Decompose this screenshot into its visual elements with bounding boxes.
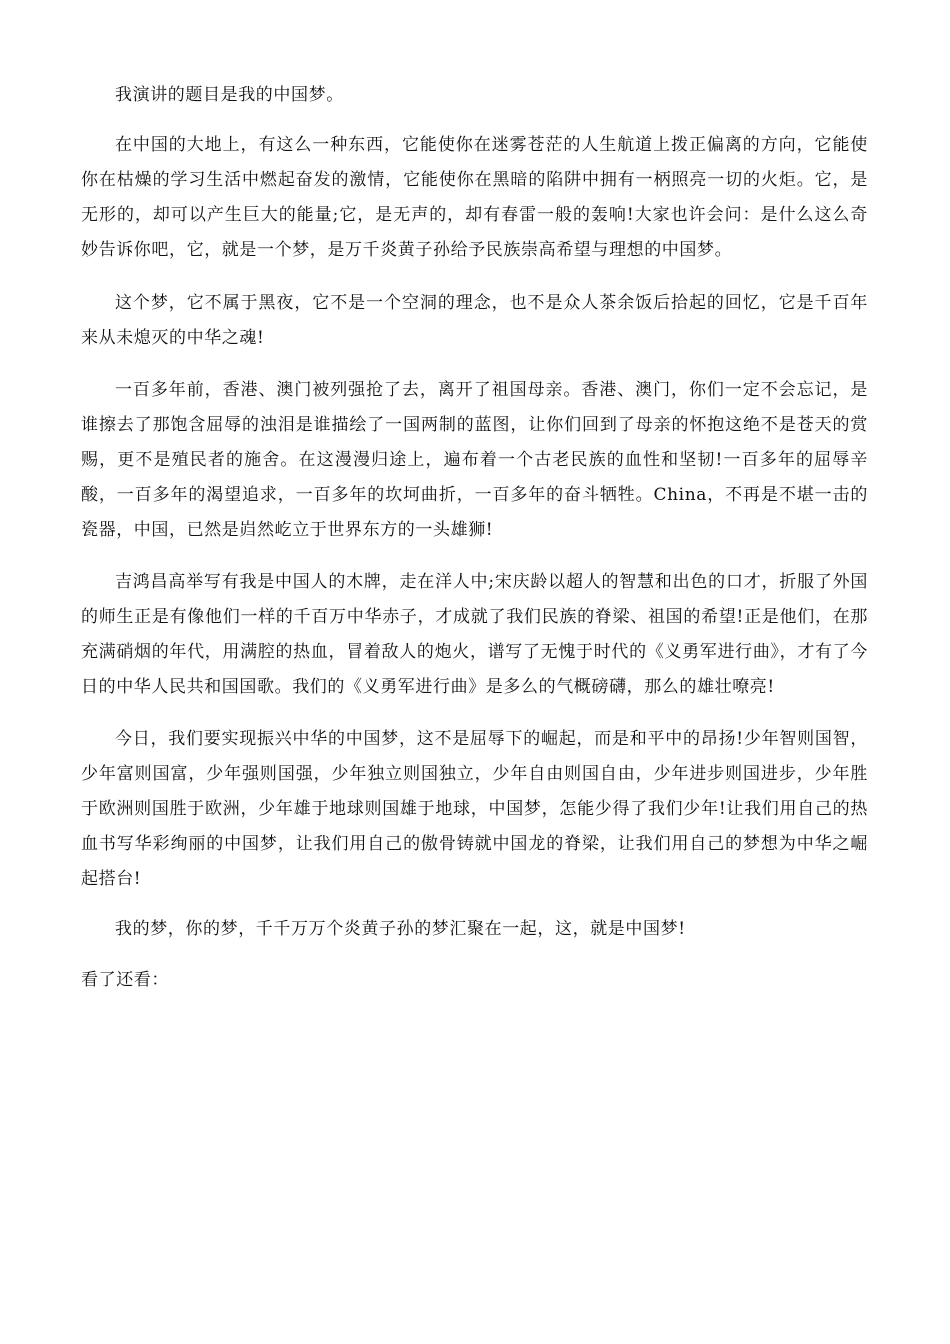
paragraph-youth: 今日，我们要实现振兴中华的中国梦，这不是屈辱下的崛起，而是和平中的昂扬!少年智则国智，少年富则国富，少年强则国强，少年独立则国独立，少年自由则国自由，少年进步则国进步，少年胜于欧洲则国胜于欧洲，少年雄于地球则国雄于地球，中国梦，怎能少得了我们少年!让我们用自己的热血书写华彩绚丽的中国梦，让我们用自己的傲骨铸就中国龙的脊梁，让我们用自己的梦想为中华之崛起搭台! [81,729,868,889]
paragraph-heroes: 吉鸿昌高举写有我是中国人的木牌，走在洋人中;宋庆龄以超人的智慧和出色的口才，折服了外国的师生正是有像他们一样的千百万中华赤子，才成就了我们民族的脊梁、祖国的希望!正是他们，在那充满硝烟的年代，用满腔的热血，冒着敌人的炮火，谱写了无愧于时代的《义勇军进行曲》，才有了今日的中华人民共和国国歌。我们的《义勇军进行曲》是多么的气概磅礴，那么的雄壮嘹亮! [81,572,868,697]
paragraph-hongkong-macau: 一百多年前，香港、澳门被列强抢了去，离开了祖国母亲。香港、澳门，你们一定不会忘记，是谁擦去了那饱含屈辱的浊泪是谁描绘了一国两制的蓝图，让你们回到了母亲的怀抱这绝不是苍天的赏赐，更不是殖民者的施舍。在这漫漫归途上，遍布着一个古老民族的血性和坚韧!一百多年的屈辱辛酸，一百多年的渴望追求，一百多年的坎坷曲折，一百多年的奋斗牺牲。China，不再是不堪一击的瓷器，中国，已然是岿然屹立于世界东方的一头雄狮! [81,380,868,540]
paragraph-dream-soul: 这个梦，它不属于黑夜，它不是一个空洞的理念，也不是众人茶余饭后拾起的回忆，它是千百年来从未熄灭的中华之魂! [81,293,868,348]
paragraph-dream-description: 在中国的大地上，有这么一种东西，它能使你在迷雾苍茫的人生航道上拨正偏离的方向，它能使你在枯燥的学习生活中燃起奋发的激情，它能使你在黑暗的陷阱中拥有一柄照亮一切的火炬。它，是无形的，却可以产生巨大的能量;它，是无声的，却有春雷一般的轰响!大家也许会问：是什么这么奇妙告诉你吧，它，就是一个梦，是万千炎黄子孙给予民族崇高希望与理想的中国梦。 [81,135,868,260]
paragraph-conclusion: 我的梦，你的梦，千千万万个炎黄子孙的梦汇聚在一起，这，就是中国梦! [115,919,686,939]
see-also-label: 看了还看： [81,970,169,990]
document-page [81,78,868,998]
paragraph-title-intro: 我演讲的题目是我的中国梦。 [115,85,344,105]
